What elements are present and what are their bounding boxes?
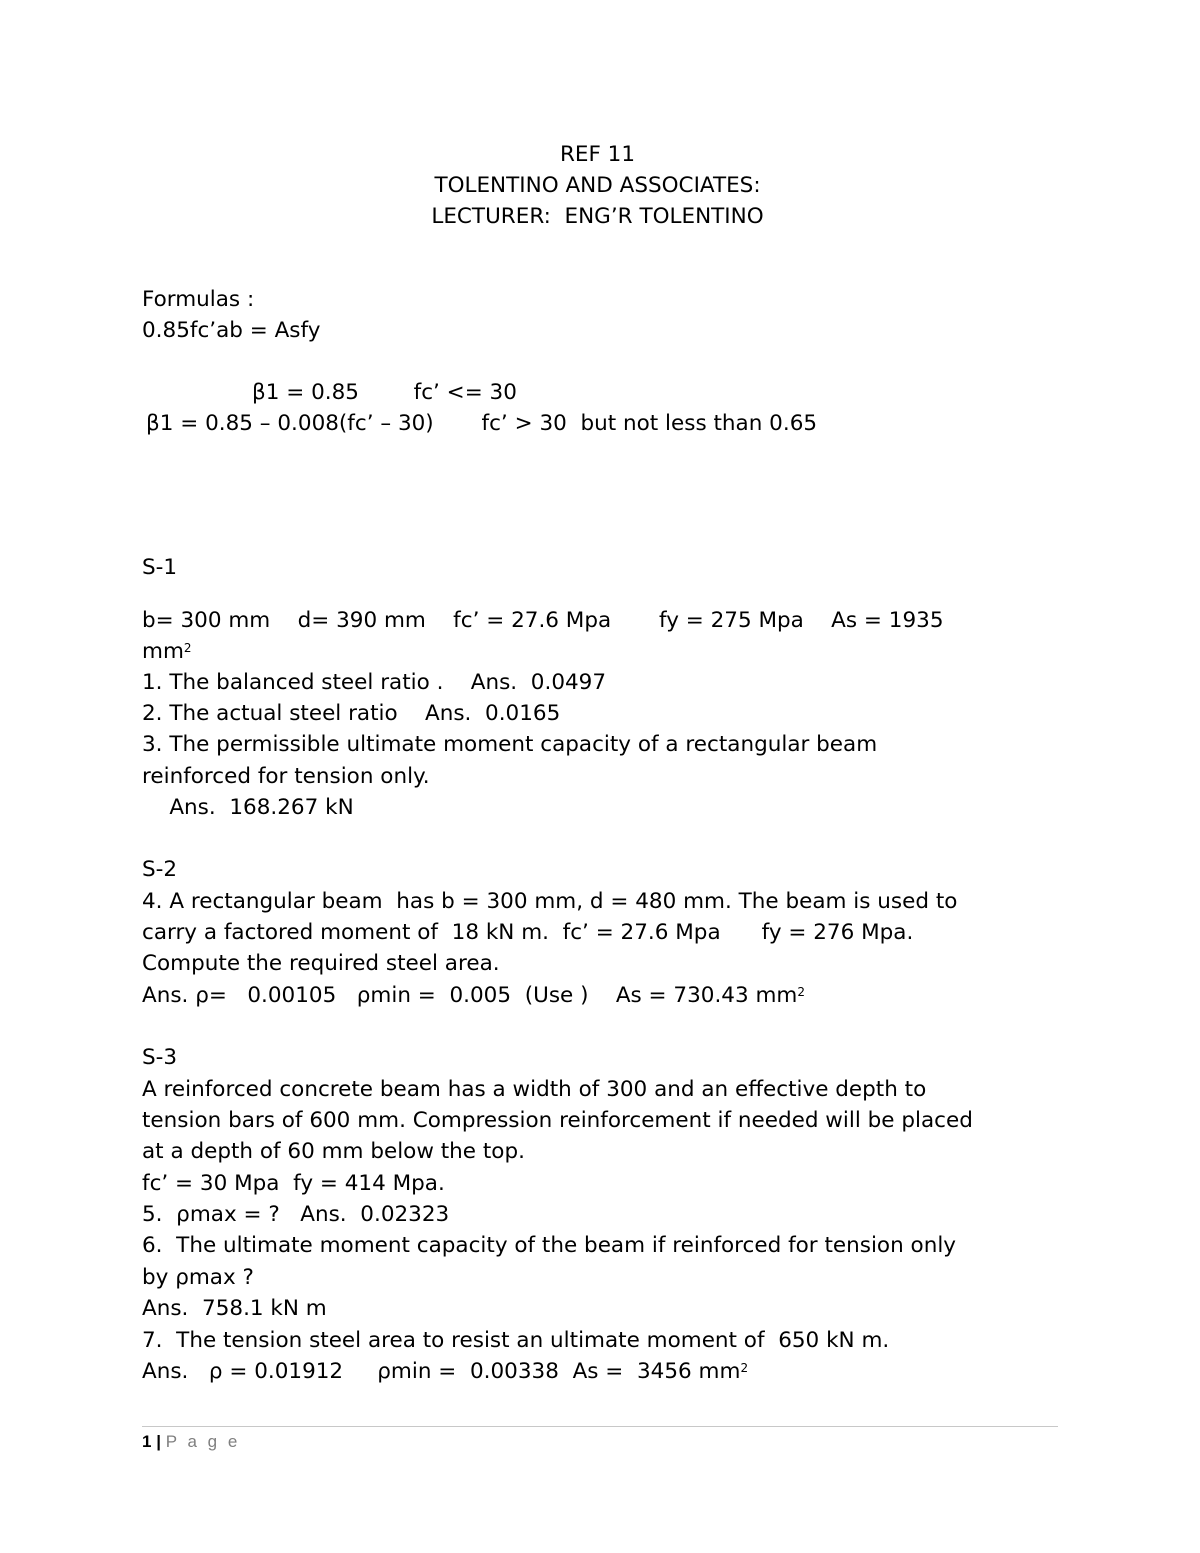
footer-divider (142, 1426, 1058, 1427)
s1-question-3-cont: reinforced for tension only. (142, 764, 430, 789)
s3-question-5: 5. ρmax = ? Ans. 0.02323 (142, 1202, 450, 1227)
doc-company: TOLENTINO AND ASSOCIATES: (434, 173, 761, 198)
s3-desc-3: at a depth of 60 mm below the top. (142, 1139, 525, 1164)
page-number: 1 (142, 1432, 152, 1451)
s1-question-3: 3. The permissible ultimate moment capacity of a rectangular beam (142, 732, 878, 757)
s3-question-6: 6. The ultimate moment capacity of the beam if reinforced for tension only (142, 1233, 957, 1258)
s2-question-4: 4. A rectangular beam has b = 300 mm, d = 480 mm. The beam is used to (142, 889, 958, 914)
s2-question-4-cont2: Compute the required steel area. (142, 951, 500, 976)
section-s3-title: S-3 (142, 1045, 178, 1070)
section-s2-title: S-2 (142, 857, 178, 882)
s3-question-6-answer: Ans. 758.1 kN m (142, 1296, 327, 1321)
s3-question-6-cont: by ρmax ? (142, 1265, 254, 1290)
s3-desc-2: tension bars of 600 mm. Compression reinforcement if needed will be placed (142, 1108, 973, 1133)
formula-beta-low: β1 = 0.85 fc’ <= 30 (252, 380, 517, 405)
page-label: P a g e (165, 1432, 241, 1451)
s3-question-7: 7. The tension steel area to resist an ultimate moment of 650 kN m. (142, 1328, 890, 1353)
s3-desc-1: A reinforced concrete beam has a width of 300 and an effective depth to (142, 1077, 927, 1102)
s1-question-2: 2. The actual steel ratio Ans. 0.0165 (142, 701, 561, 726)
s1-question-3-answer: Ans. 168.267 kN (142, 795, 354, 820)
doc-lecturer: LECTURER: ENG’R TOLENTINO (431, 204, 764, 229)
s1-given-unit: $mm^2$ (142, 639, 192, 664)
doc-ref: REF 11 (559, 142, 636, 167)
s1-question-1: 1. The balanced steel ratio . Ans. 0.0497 (142, 670, 607, 695)
formula-equilibrium: 0.85fc’ab = Asfy (142, 318, 321, 343)
s2-question-4-answer: Ans. ρ= 0.00105 ρmin = 0.005 (Use ) As = 730.43 $mm^2$ (142, 983, 806, 1008)
s1-given: b= 300 mm d= 390 mm fc’ = 27.6 Mpa fy = 275 Mpa As = 1935 (142, 608, 944, 633)
s3-question-7-answer: Ans. ρ = 0.01912 ρmin = 0.00338 As = 3456 $mm^2$ (142, 1359, 749, 1384)
section-s1-title: S-1 (142, 555, 178, 580)
formulas-label: Formulas : (142, 287, 255, 312)
s3-desc-4: fc’ = 30 Mpa fy = 414 Mpa. (142, 1171, 445, 1196)
page-footer (142, 1432, 240, 1452)
footer-separator: | (156, 1432, 161, 1451)
formula-beta-high: β1 = 0.85 – 0.008(fc’ – 30) fc’ > 30 but not less than 0.65 (146, 411, 818, 436)
s2-question-4-cont: carry a factored moment of 18 kN m. fc’ = 27.6 Mpa fy = 276 Mpa. (142, 920, 914, 945)
